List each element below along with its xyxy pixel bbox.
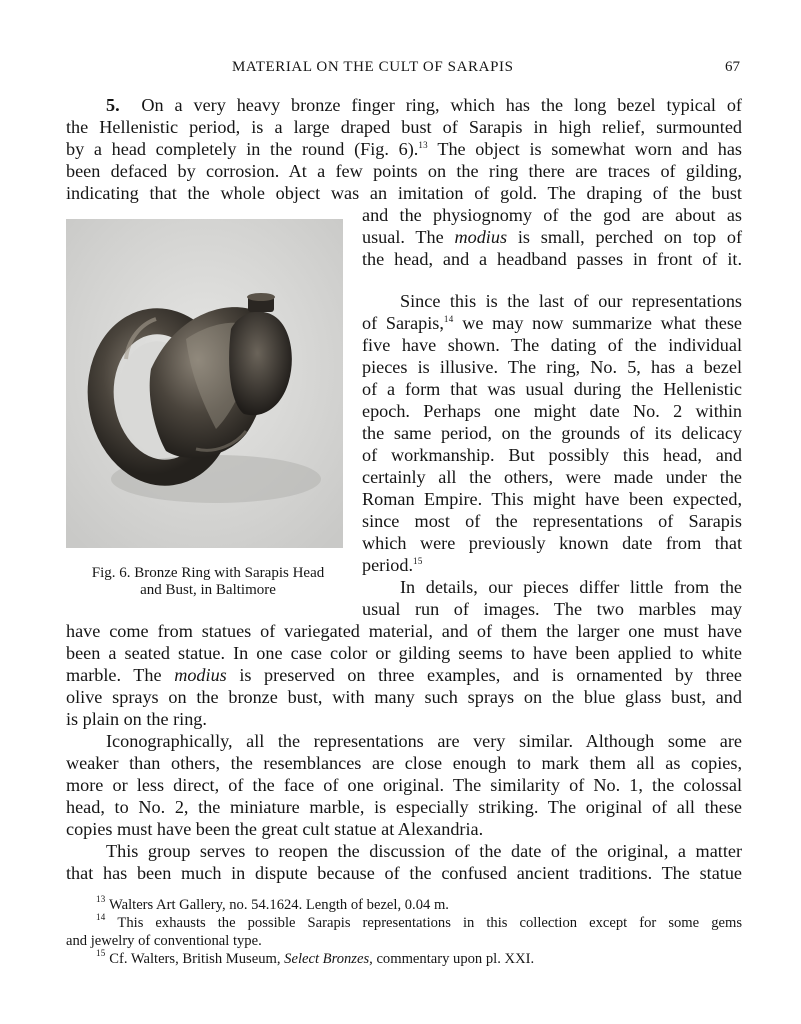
footnote-mark: 14 (96, 912, 106, 922)
text-span: usual. The (362, 227, 444, 247)
footnote-mark: 13 (96, 894, 106, 904)
caption-line: and Bust, in Baltimore (140, 582, 276, 598)
text-line: of a form that was usual during the Hellenistic (362, 379, 742, 399)
text-line: Roman Empire. This might have been expected, (362, 489, 742, 509)
running-title: MATERIAL ON THE CULT OF SARAPIS (232, 59, 514, 75)
text-line: the head, and a headband passes in front of it. (362, 249, 742, 269)
text-line: head, to No. 2, the miniature marble, is especially striking. The original of all these (66, 797, 742, 817)
page-number: 67 (725, 59, 740, 75)
running-header (66, 59, 742, 79)
text-span: is preserved on three examples, and is ornamented by three (239, 665, 742, 685)
footnote-text: This exhausts the possible Sarapis representations in this collection except for some gems (117, 915, 743, 931)
section-number: 5. (106, 95, 120, 115)
text-line: In details, our pieces differ little from the (400, 577, 742, 597)
footnote-14-cont: and jewelry of conventional type. (66, 933, 262, 949)
italic-term: modius (174, 665, 227, 685)
text-line: have come from statues of variegated material, and of them the larger one must have (66, 621, 742, 641)
text-line: olive sprays on the bronze bust, with many such sprays on the blue glass bust, and (66, 687, 742, 707)
text-line (362, 226, 742, 248)
footnote-mark: 15 (96, 948, 106, 958)
text-line: five have shown. The dating of the individual (362, 335, 742, 355)
text-line: and the physiognomy of the god are about as (362, 205, 742, 225)
footnote-italic: Select Bronzes, (284, 951, 373, 967)
text-line (66, 138, 742, 160)
text-span: The object is somewhat worn and has (437, 139, 742, 159)
text-line: been defaced by corrosion. At a few points on the ring there are traces of gilding, (66, 161, 742, 181)
italic-term: modius (454, 227, 508, 247)
text-line: This group serves to reopen the discussion of the date of the original, a matter (106, 841, 742, 861)
figure-caption (68, 565, 348, 599)
footnote-ref: 15 (413, 556, 423, 566)
text-line: the same period, on the grounds of its delicacy (362, 423, 742, 443)
text-span: On a very heavy bronze finger ring, which has the long bezel typical of (141, 95, 742, 115)
footnote-text: Cf. Walters, British Museum, (109, 951, 281, 967)
text-line: the Hellenistic period, is a large draped bust of Sarapis in high relief, surmounted (66, 117, 742, 137)
text-line: usual run of images. The two marbles may (362, 599, 742, 619)
text-line: certainly all the others, were made under the (362, 467, 742, 487)
text-line: since most of the representations of Sarapis (362, 511, 742, 531)
text-line (362, 312, 742, 334)
figure-ring-photo (66, 219, 343, 548)
text-line: indicating that the whole object was an imitation of gold. The draping of the bust (66, 183, 742, 203)
text-line: weaker than others, the resemblances are close enough to mark them all as copies, (66, 753, 742, 773)
footnote-text: commentary upon pl. XXI. (376, 951, 535, 967)
text-line: copies must have been the great cult statue at Alexandria. (66, 819, 484, 839)
text-span: we may now summarize what these (462, 313, 742, 333)
text-span: marble. The (66, 665, 162, 685)
text-line: epoch. Perhaps one might date No. 2 within (362, 401, 742, 421)
text-line: Iconographically, all the representations are very similar. Although some are (106, 731, 742, 751)
text-span: by a head completely in the round (Fig. 6). (66, 139, 419, 159)
footnote-14 (96, 914, 742, 932)
text-line (362, 554, 742, 576)
text-line: Since this is the last of our representations (400, 291, 742, 311)
footnote-ref: 13 (418, 140, 428, 150)
text-line (106, 94, 742, 116)
text-span: is small, perched on top of (517, 227, 743, 247)
text-line: pieces is illusive. The ring, No. 5, has a bezel (362, 357, 742, 377)
text-span: period. (362, 555, 414, 575)
bronze-ring-illustration (66, 219, 343, 548)
text-line: that has been much in dispute because of the confused ancient traditions. The statue (66, 863, 742, 883)
text-line: more or less direct, of the face of one original. The similarity of No. 1, the colossal (66, 775, 742, 795)
footnote-13 (96, 896, 449, 914)
footnote-ref: 14 (443, 314, 454, 324)
caption-line: Fig. 6. Bronze Ring with Sarapis Head (91, 565, 325, 581)
text-line: is plain on the ring. (66, 709, 207, 729)
text-line (66, 664, 742, 686)
text-line: of workmanship. But possibly this head, and (362, 445, 742, 465)
footnote-text: Walters Art Gallery, no. 54.1624. Length of bezel, 0.04 m. (109, 897, 449, 913)
text-line: which were previously known date from that (362, 533, 742, 553)
text-span: of Sarapis, (362, 313, 444, 333)
text-line: been a seated statue. In one case color or gilding seems to have been applied to white (66, 643, 742, 663)
footnote-15 (96, 950, 534, 968)
